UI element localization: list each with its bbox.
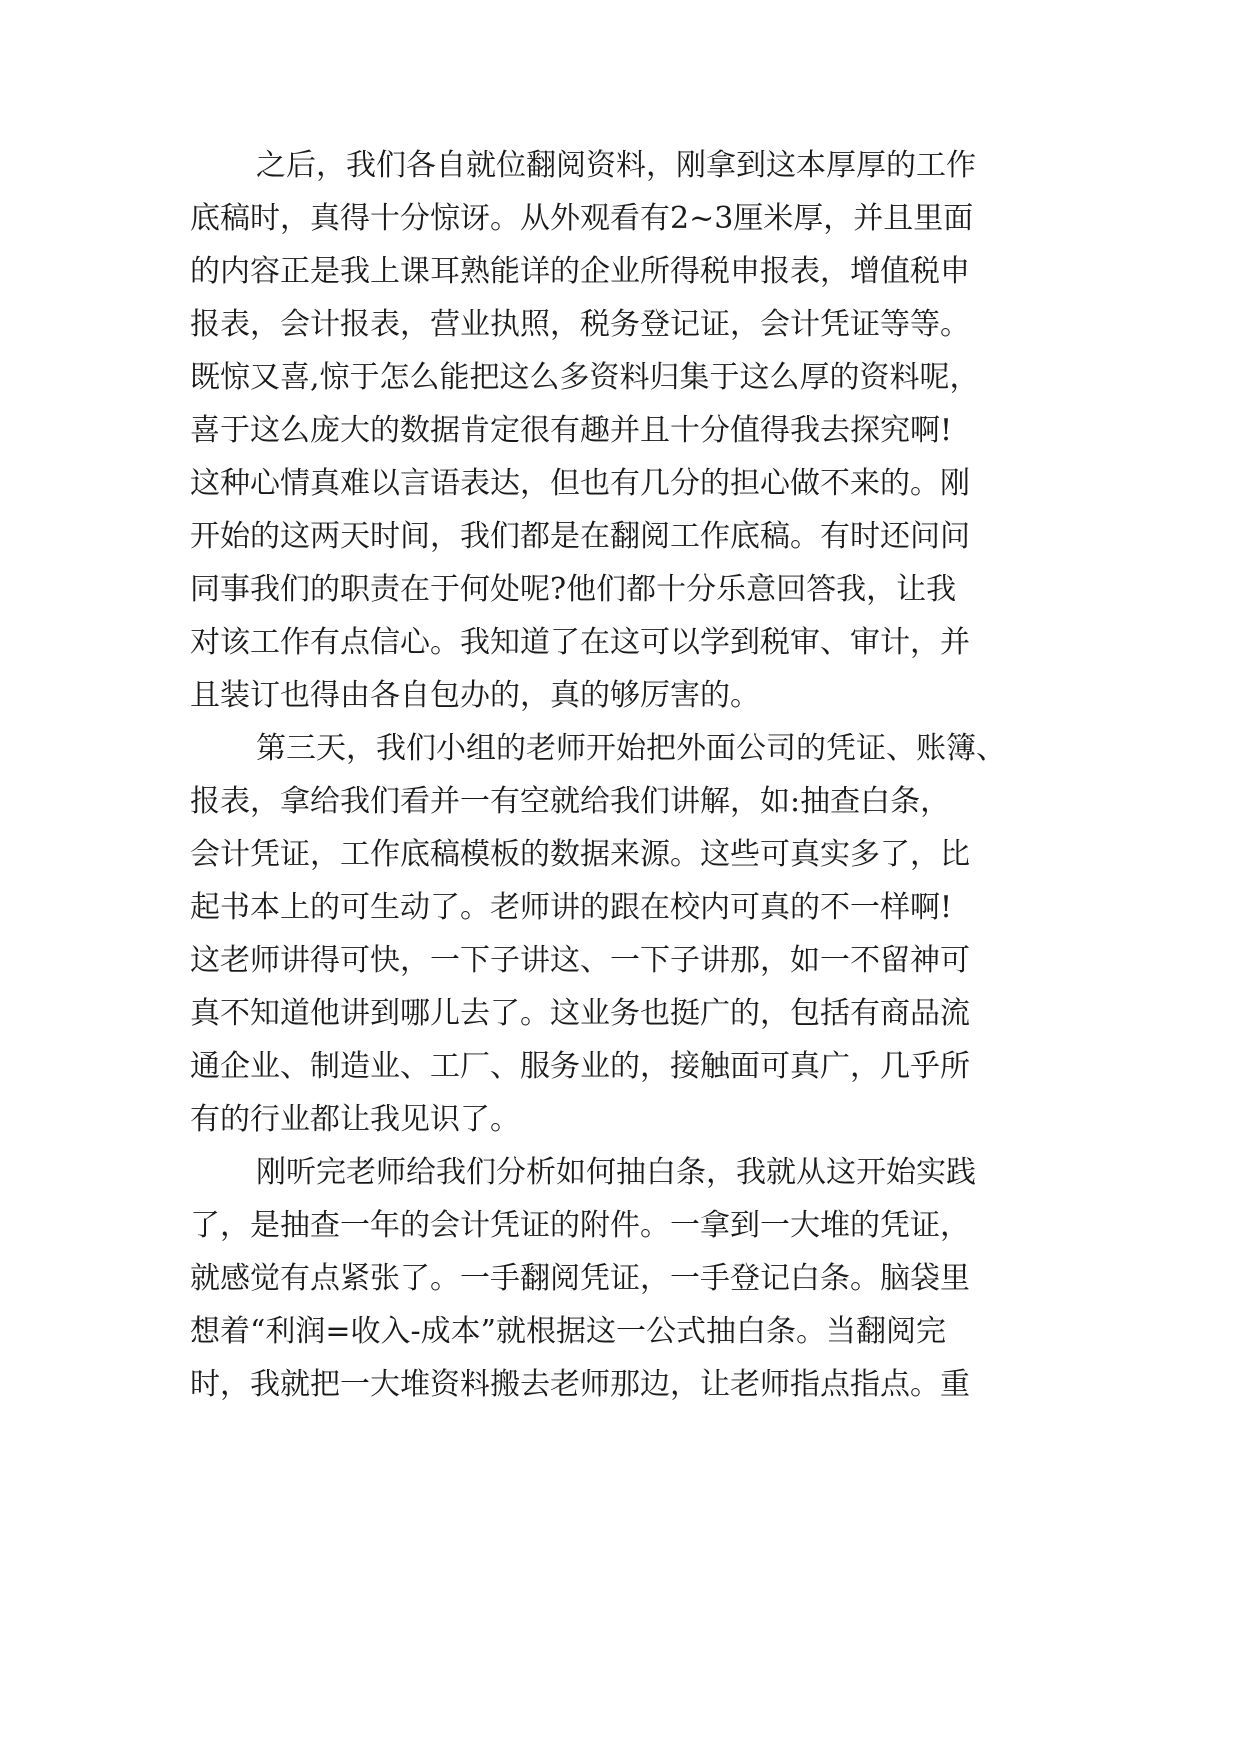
text-line: 报表，拿给我们看并一有空就给我们讲解，如:抽查白条，	[190, 784, 951, 819]
text-line: 的内容正是我上课耳熟能详的企业所得税申报表，增值税申	[190, 254, 970, 289]
text-line: 会计凭证，工作底稿模板的数据来源。这些可真实多了，比	[190, 837, 970, 872]
text-line: 对该工作有点信心。我知道了在这可以学到税审、审计，并	[190, 625, 970, 660]
text-line: 这老师讲得可快，一下子讲这、一下子讲那，如一不留神可	[190, 943, 970, 978]
text-line: 时，我就把一大堆资料搬去老师那边，让老师指点指点。重	[190, 1367, 970, 1402]
text-line: 想着“利润=收入-成本”就根据这一公式抽白条。当翻阅完	[190, 1314, 946, 1349]
text-line: 底稿时，真得十分惊讶。从外观看有2~3厘米厚，并且里面	[190, 201, 974, 236]
text-line: 同事我们的职责在于何处呢?他们都十分乐意回答我，让我	[190, 572, 957, 607]
text-line: 且装订也得由各自包办的，真的够厉害的。	[190, 678, 760, 713]
text-line: 开始的这两天时间，我们都是在翻阅工作底稿。有时还问问	[190, 519, 970, 554]
text-line: 第三天，我们小组的老师开始把外面公司的凭证、账簿、	[256, 731, 1006, 766]
text-line: 报表，会计报表，营业执照，税务登记证，会计凭证等等。	[190, 307, 970, 342]
text-line: 刚听完老师给我们分析如何抽白条，我就从这开始实践	[256, 1155, 976, 1190]
text-line: 就感觉有点紧张了。一手翻阅凭证，一手登记白条。脑袋里	[190, 1261, 970, 1296]
text-line: 既惊又喜,惊于怎么能把这么多资料归集于这么厚的资料呢，	[190, 360, 980, 395]
text-line: 这种心情真难以言语表达，但也有几分的担心做不来的。刚	[190, 466, 970, 501]
text-line: 通企业、制造业、工厂、服务业的，接触面可真广，几乎所	[190, 1049, 970, 1084]
text-line: 了，是抽查一年的会计凭证的附件。一拿到一大堆的凭证，	[190, 1208, 970, 1243]
text-line: 真不知道他讲到哪儿去了。这业务也挺广的，包括有商品流	[190, 996, 970, 1031]
text-line: 起书本上的可生动了。老师讲的跟在校内可真的不一样啊!	[190, 890, 953, 925]
text-line: 喜于这么庞大的数据肯定很有趣并且十分值得我去探究啊!	[190, 413, 953, 448]
text-line: 之后，我们各自就位翻阅资料，刚拿到这本厚厚的工作	[256, 148, 976, 183]
text-line: 有的行业都让我见识了。	[190, 1102, 520, 1137]
